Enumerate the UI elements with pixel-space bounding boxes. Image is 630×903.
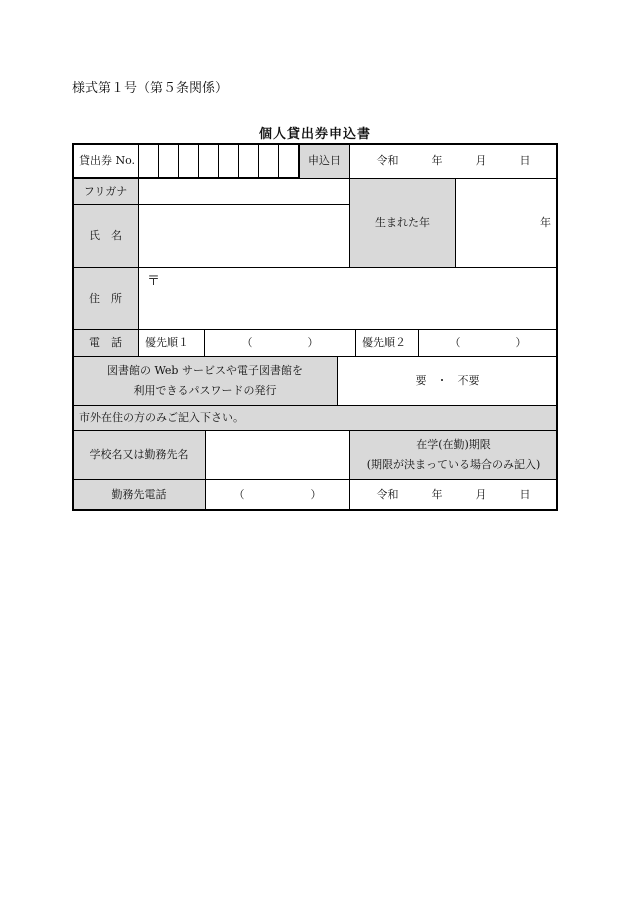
web-password-line2: 利用できるパスワードの発行 xyxy=(133,384,277,397)
phone-label: 電 話 xyxy=(72,329,139,357)
card-number-digit-box[interactable] xyxy=(258,143,279,179)
web-password-label xyxy=(72,356,338,406)
priority2-paren: （ ） xyxy=(449,336,527,350)
address-label: 住 所 xyxy=(72,267,139,330)
card-number-digit-box[interactable] xyxy=(178,143,199,179)
work-phone-field[interactable] xyxy=(205,479,350,511)
card-number-digit-box[interactable] xyxy=(158,143,179,179)
period-era-label: 令和 xyxy=(376,488,399,502)
work-phone-paren: （ ） xyxy=(233,488,322,502)
not-required-option[interactable]: 不要 xyxy=(457,374,480,388)
separator-dot: ・ xyxy=(436,374,448,388)
card-number-digit-box[interactable] xyxy=(218,143,239,179)
card-number-digit-box[interactable] xyxy=(138,143,159,179)
apply-date-label: 申込日 xyxy=(299,143,350,179)
period-month-label: 月 xyxy=(475,488,487,502)
priority1-phone-field[interactable] xyxy=(204,329,356,357)
apply-date-field[interactable] xyxy=(349,143,558,179)
priority2-label: 優先順２ xyxy=(355,329,419,357)
card-number-digit-box[interactable] xyxy=(198,143,219,179)
enrollment-period-line2: (期限が決まっている場合のみ記入) xyxy=(366,458,541,471)
period-date-field[interactable] xyxy=(349,479,558,511)
work-phone-label: 勤務先電話 xyxy=(72,479,206,511)
furigana-label: フリガナ xyxy=(72,178,139,205)
priority1-label: 優先順１ xyxy=(138,329,205,357)
era-label: 令和 xyxy=(376,154,399,168)
address-field[interactable] xyxy=(138,267,558,330)
school-name-label: 学校名又は勤務先名 xyxy=(72,430,206,480)
card-number-digit-box[interactable] xyxy=(238,143,259,179)
birth-year-field[interactable] xyxy=(455,178,558,268)
required-option[interactable]: 要 xyxy=(415,374,427,388)
school-name-field[interactable] xyxy=(205,430,350,480)
card-number-label: 貸出券 No. xyxy=(72,143,139,179)
enrollment-period-label xyxy=(349,430,558,480)
web-password-choice[interactable] xyxy=(337,356,558,406)
furigana-field[interactable] xyxy=(138,178,350,205)
name-field[interactable] xyxy=(138,204,350,268)
day-label: 日 xyxy=(519,154,531,168)
outside-resident-note: 市外在住の方のみご記入下さい。 xyxy=(72,405,558,431)
priority1-paren: （ ） xyxy=(241,336,319,350)
period-day-label: 日 xyxy=(519,488,531,502)
period-year-label: 年 xyxy=(431,488,443,502)
birth-year-label: 生まれた年 xyxy=(349,178,456,268)
name-label: 氏 名 xyxy=(72,204,139,268)
year-label: 年 xyxy=(431,154,443,168)
enrollment-period-line1: 在学(在勤)期限 xyxy=(416,438,491,452)
birth-year-unit: 年 xyxy=(540,216,551,230)
form-title: 個人貸出券申込書 xyxy=(258,127,371,142)
month-label: 月 xyxy=(475,154,487,168)
card-number-digit-box[interactable] xyxy=(278,143,300,179)
priority2-phone-field[interactable] xyxy=(418,329,558,357)
web-password-line1: 図書館の Web サービスや電子図書館を xyxy=(107,364,303,378)
postal-mark: 〒 xyxy=(147,274,161,289)
form-number: 様式第１号（第５条関係） xyxy=(72,81,229,96)
